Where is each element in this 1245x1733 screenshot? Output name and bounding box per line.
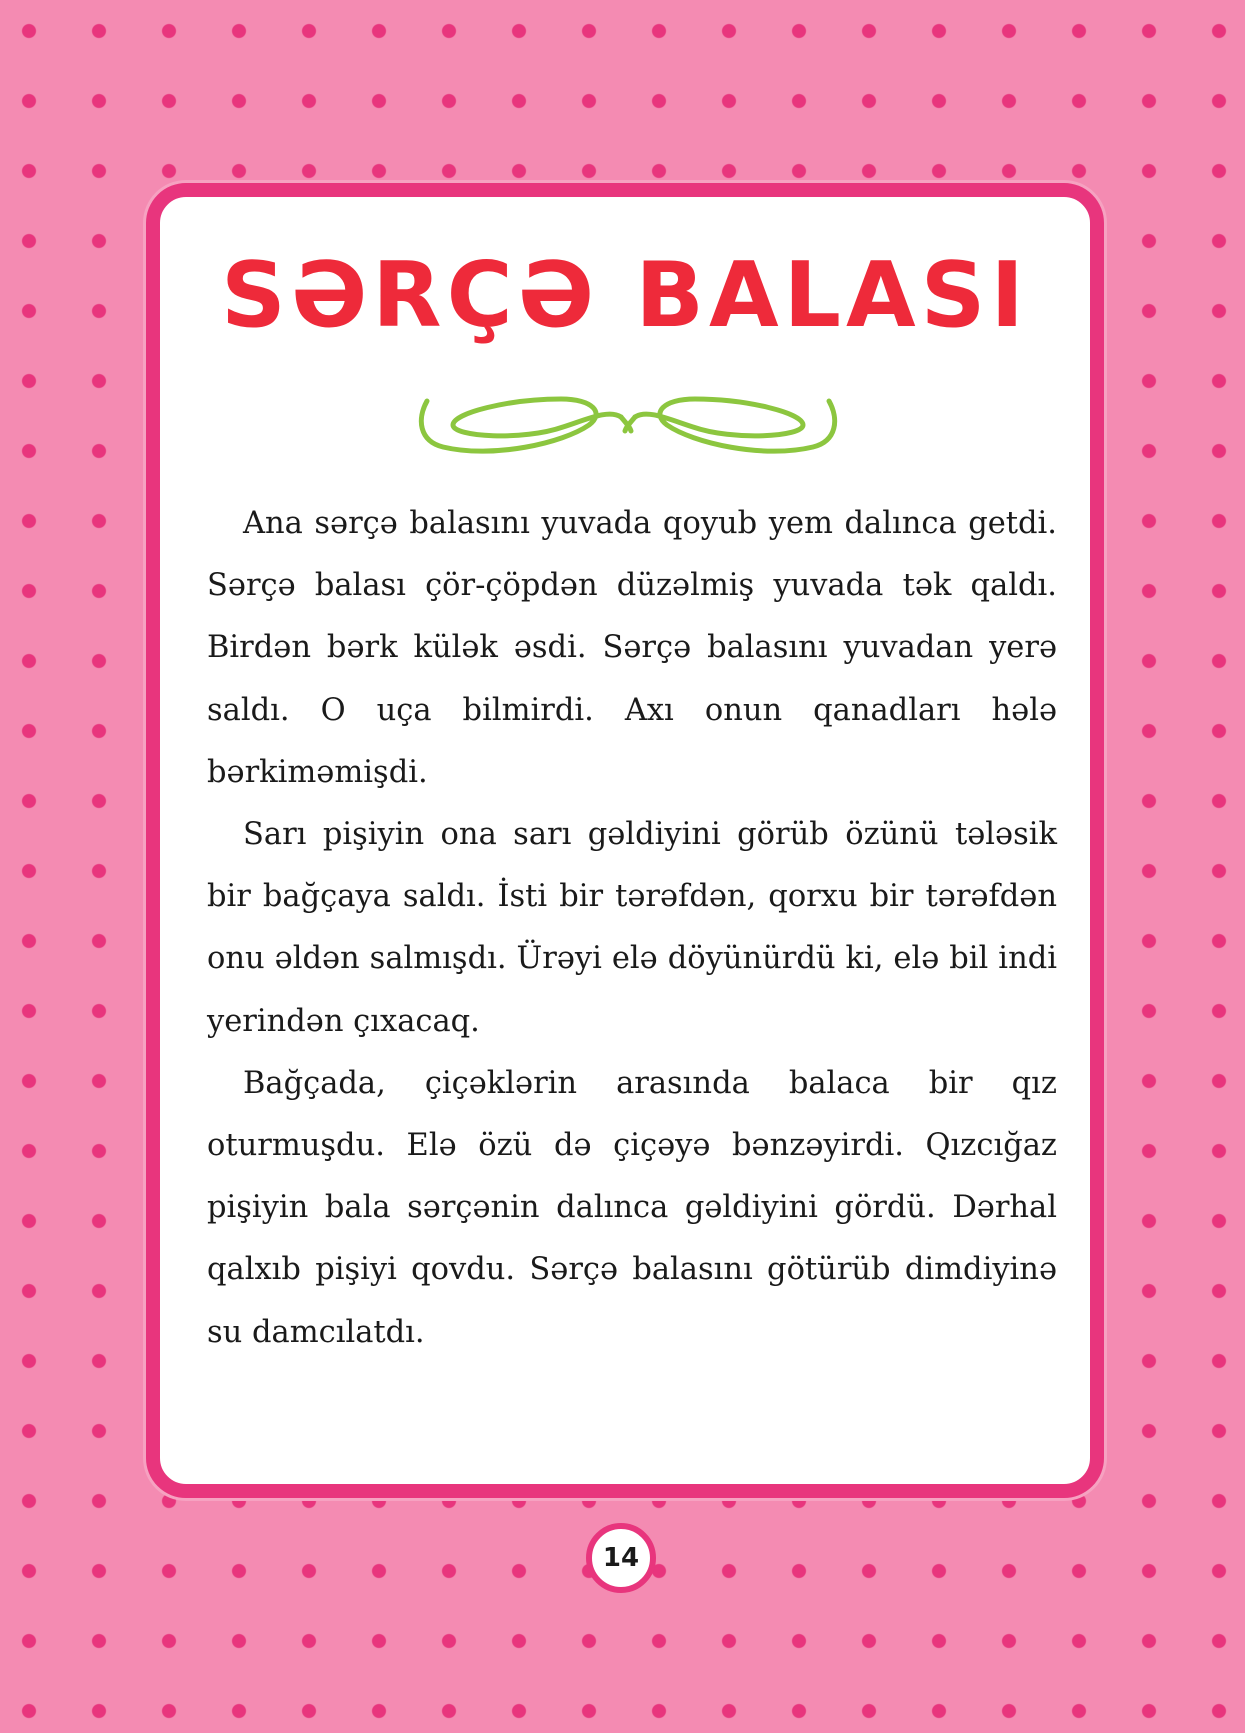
page-number: 14	[602, 1543, 640, 1573]
story-paragraph-3: Bağçada, çiçəklərin arasında balaca bir qız oturmuşdu. Elə özü də çiçəyə bənzəyirdi. Qızcığaz pişiyin bala sərçənin dalınca gəldiyini gördü. Dərhal qalxıb pişiyi qovdu. Sərçə balasını götürüb dimdiyinə su damcılatdı.	[207, 1065, 1057, 1350]
story-paragraph-1: Ana sərçə balasını yuvada qoyub yem dalınca getdi. Sərçə balası çör-çöpdən düzəlmiş yuvada tək qaldı. Birdən bərk külək əsdi. Sərçə balasını yuvadan yerə saldı. O uça bilmirdi. Axı onun qanadları hələ bərkiməmişdi.	[207, 506, 1057, 790]
story-text	[207, 493, 1057, 1364]
story-card	[146, 183, 1104, 1498]
story-paragraph-2: Sarı pişiyin ona sarı gəldiyini görüb özünü tələsik bir bağçaya saldı. İsti bir tərəfdən, qorxu bir tərəfdən onu əldən salmışdı. Ürəyi elə döyünürdü ki, elə bil indi yerindən çıxacaq.	[207, 817, 1057, 1039]
page-number-badge	[586, 1523, 656, 1593]
story-title: SƏRÇƏ BALASI	[221, 243, 1029, 348]
flourish-ornament-icon	[413, 387, 843, 467]
